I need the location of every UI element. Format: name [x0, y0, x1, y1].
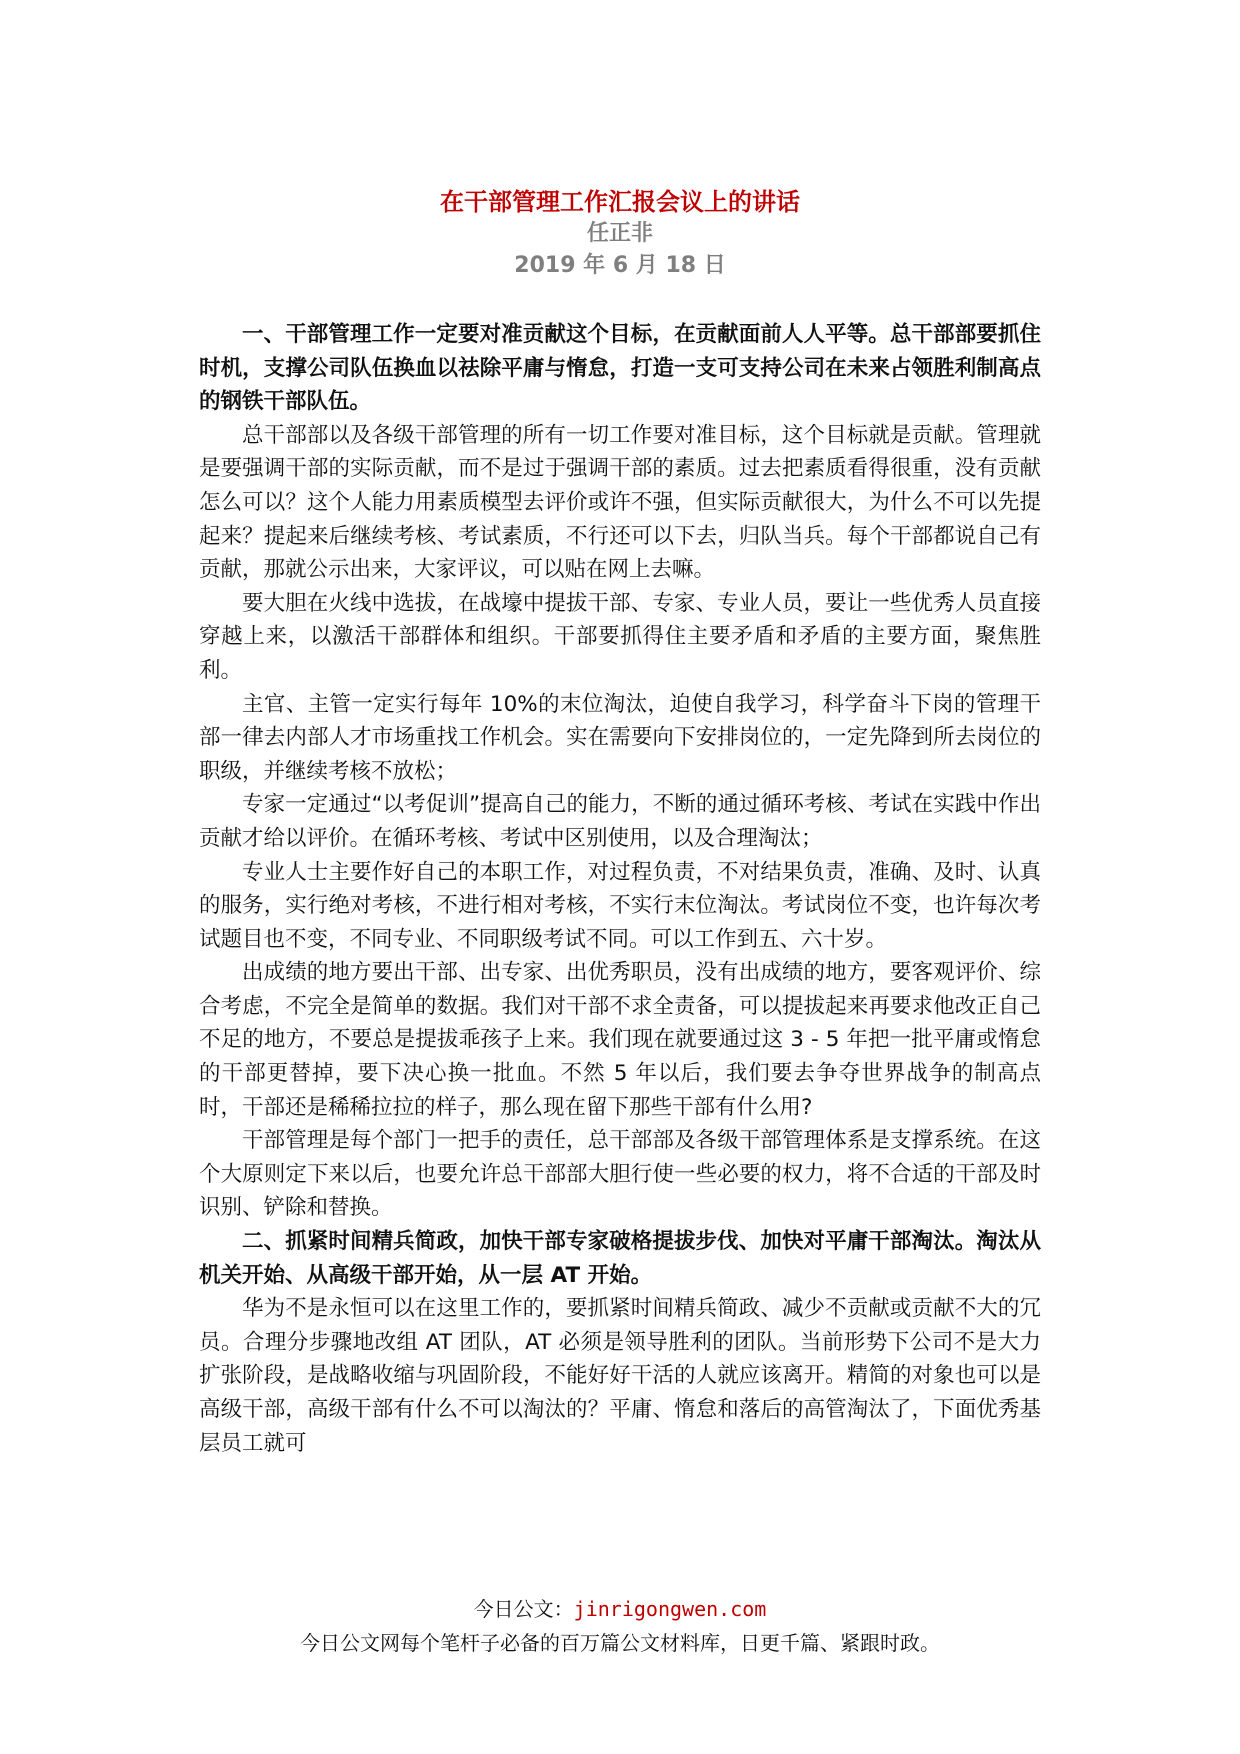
body-paragraph: 出成绩的地方要出干部、出专家、出优秀职员，没有出成绩的地方，要客观评价、综合考虑，不完全是简单的数据。我们对干部不求全责备，可以提拔起来再要求他改正自己不足的地方，不要总是提拔乖孩子上来。我们现在就要通过这 3 - 5 年把一批平庸或惰怠的干部更替掉，要下决心换一批血。不然 5 年以后，我们要去争夺世界战争的制高点时，干部还是稀稀拉拉的样子，那么现在留下那些干部有什么用?	[199, 960, 1041, 1120]
document-title: 在干部管理工作汇报会议上的讲话	[440, 188, 800, 216]
body-paragraph: 华为不是永恒可以在这里工作的，要抓紧时间精兵简政、减少不贡献或贡献不大的冗员。合理分步骤地改组 AT 团队，AT 必须是领导胜利的团队。当前形势下公司不是大力扩张阶段，是战略收缩与巩固阶段，不能好好干活的人就应该离开。精简的对象也可以是高级干部，高级干部有什么不可以淘汰的？平庸、惰怠和落后的高管淘汰了，下面优秀基层员工就可	[199, 1296, 1041, 1456]
document-author: 任正非	[586, 221, 653, 246]
footer-url-link[interactable]: jinrigongwen.com	[573, 1597, 767, 1621]
page-footer	[0, 1592, 1240, 1660]
body-paragraph: 专家一定通过“以考促训”提高自己的能力，不断的通过循环考核、考试在实践中作出贡献才给以评价。在循环考核、考试中区别使用，以及合理淘汰；	[199, 792, 1041, 851]
section-heading: 一、干部管理工作一定要对准贡献这个目标，在贡献面前人人平等。总干部部要抓住时机，支撑公司队伍换血以祛除平庸与惰怠，打造一支可支持公司在未来占领胜利制高点的钢铁干部队伍。	[199, 322, 1041, 415]
footer-slogan: 今日公文网每个笔杆子必备的百万篇公文材料库，日更千篇、紧跟时政。	[300, 1631, 940, 1655]
body-paragraph: 主官、主管一定实行每年 10%的末位淘汰，迫使自我学习，科学奋斗下岗的管理干部一律去内部人才市场重找工作机会。实在需要向下安排岗位的，一定先降到所去岗位的职级，并继续考核不放松；	[199, 691, 1041, 784]
body-paragraph: 专业人士主要作好自己的本职工作，对过程负责，不对结果负责，准确、及时、认真的服务，实行绝对考核，不进行相对考核，不实行末位淘汰。考试岗位不变，也许每次考试题目也不变，不同专业、不同职级考试不同。可以工作到五、六十岁。	[199, 859, 1041, 952]
document-body	[199, 318, 1041, 1460]
body-paragraph: 干部管理是每个部门一把手的责任，总干部部及各级干部管理体系是支撑系统。在这个大原则定下来以后，也要允许总干部部大胆行使一些必要的权力，将不合适的干部及时识别、铲除和替换。	[199, 1128, 1041, 1221]
body-paragraph: 要大胆在火线中选拔，在战壕中提拔干部、专家、专业人员，要让一些优秀人员直接穿越上来，以激活干部群体和组织。干部要抓得住主要矛盾和矛盾的主要方面，聚焦胜利。	[199, 590, 1041, 683]
body-paragraph: 总干部部以及各级干部管理的所有一切工作要对准目标，这个目标就是贡献。管理就是要强调干部的实际贡献，而不是过于强调干部的素质。过去把素质看得很重，没有贡献怎么可以？这个人能力用素质模型去评价或许不强，但实际贡献很大，为什么不可以先提起来？提起来后继续考核、考试素质，不行还可以下去，归队当兵。每个干部都说自己有贡献，那就公示出来，大家评议，可以贴在网上去嘛。	[199, 422, 1041, 583]
section-heading: 二、抓紧时间精兵简政，加快干部专家破格提拔步伐、加快对平庸干部淘汰。淘汰从机关开始、从高级干部开始，从一层 AT 开始。	[199, 1229, 1041, 1288]
footer-source-line	[0, 1592, 1240, 1626]
footer-label: 今日公文：	[473, 1597, 574, 1621]
document-header	[0, 186, 1240, 282]
document-date: 2019 年 6 月 18 日	[514, 253, 726, 278]
